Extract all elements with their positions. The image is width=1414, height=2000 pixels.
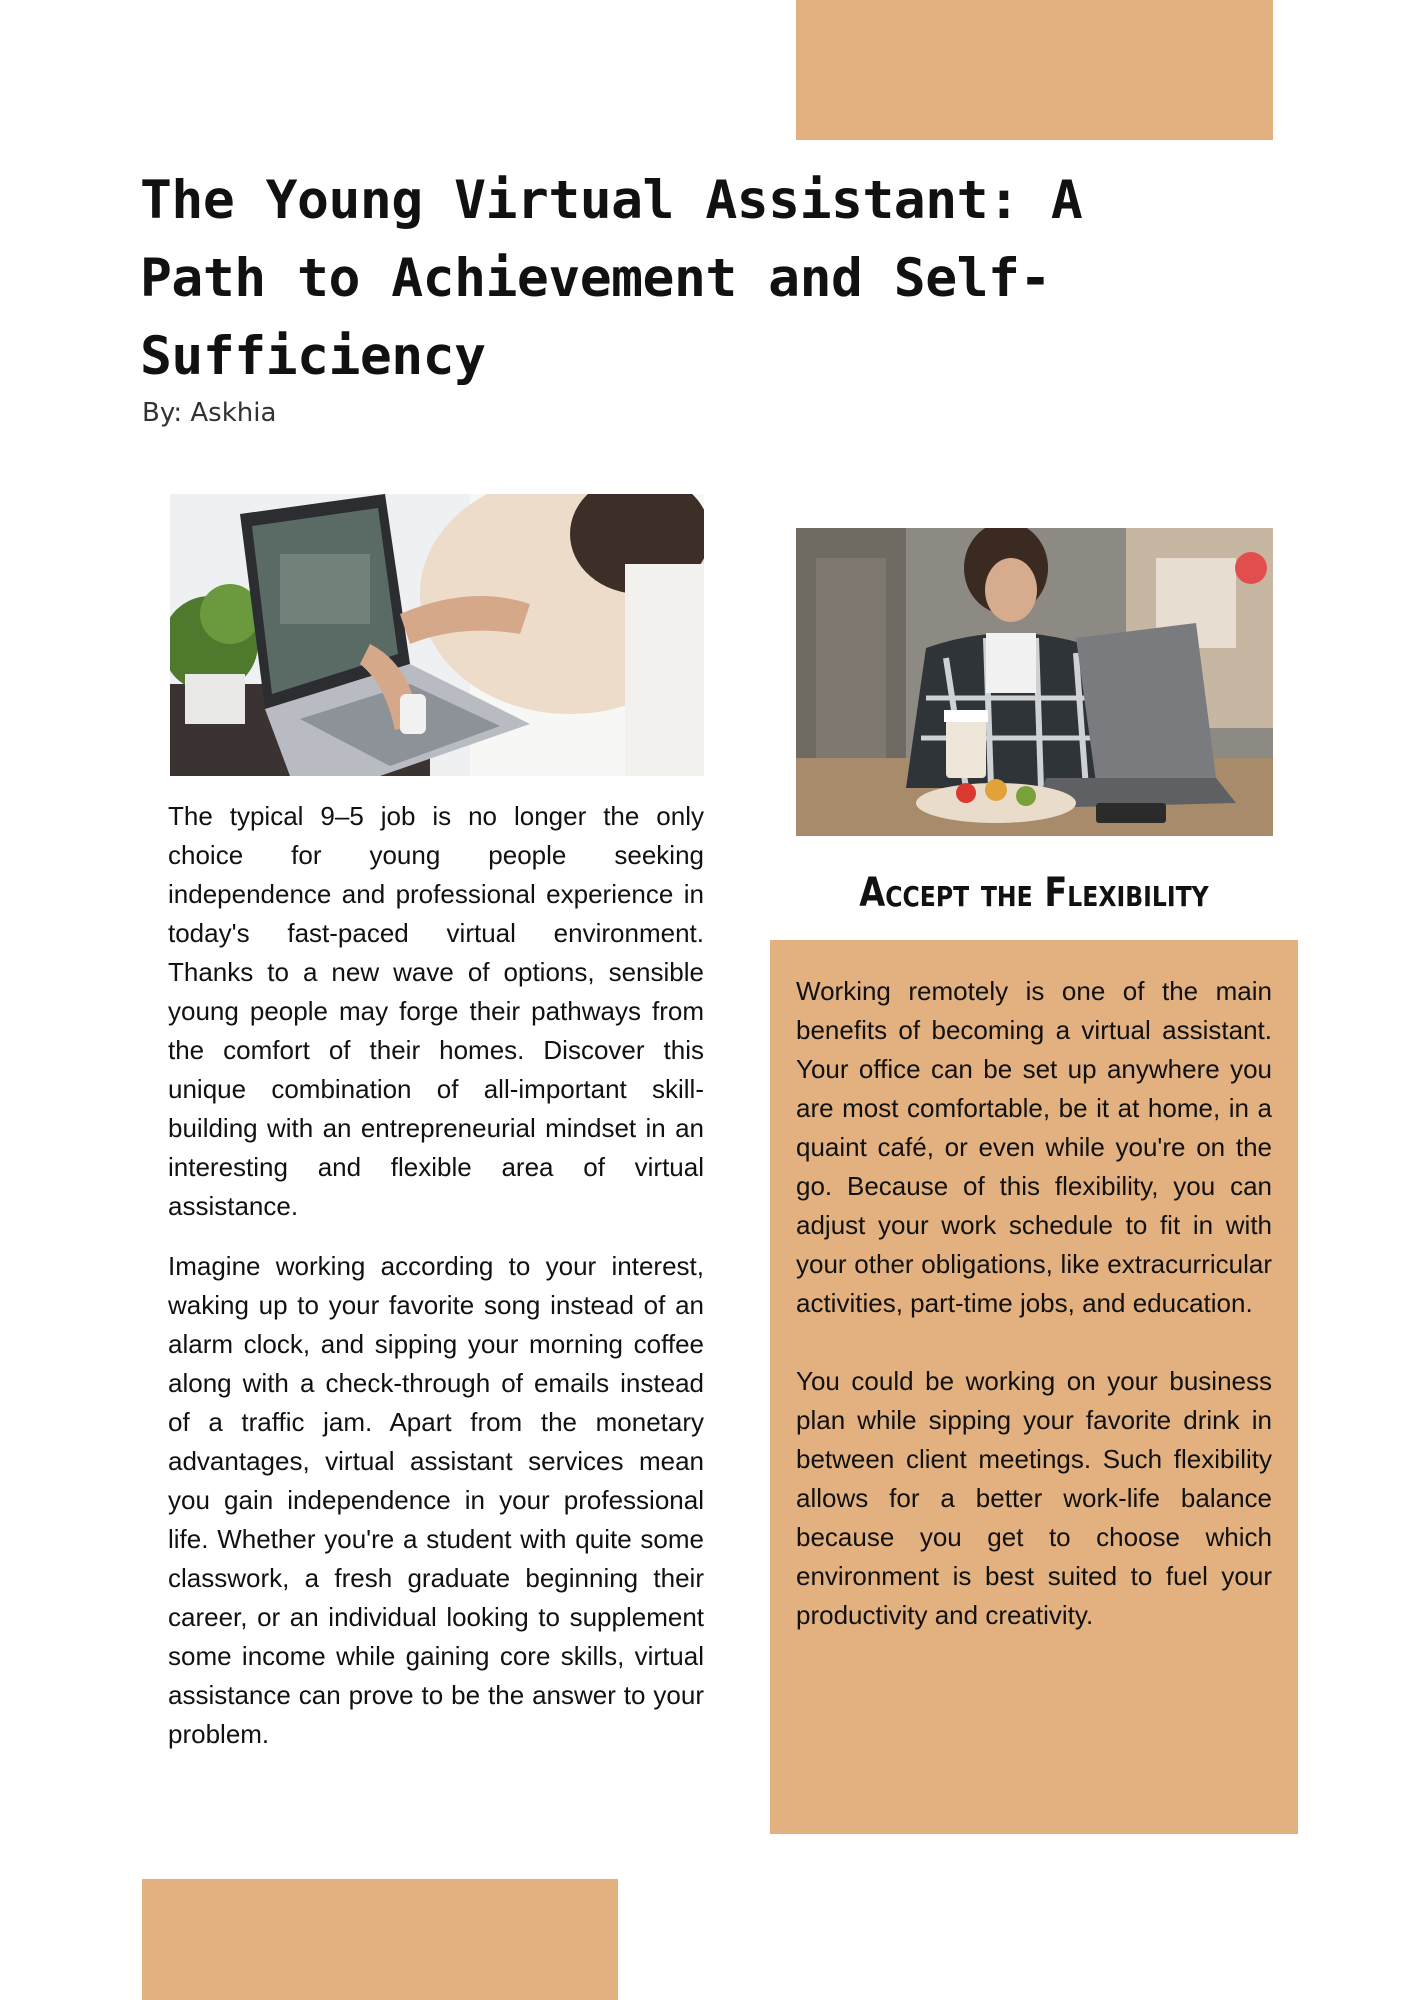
flexibility-sidebar: [770, 940, 1298, 1834]
business-plan-paragraph: You could be working on your business plan while sipping your favorite drink in between client meetings. Such flexibility allows for a better work-life balance because you get to choose which environment is best suited to fuel your productivity and creativity.: [796, 1366, 1272, 1630]
top-accent-block: [796, 0, 1273, 140]
imagine-paragraph: Imagine working according to your interest, waking up to your favorite song instead of an alarm clock, and sipping your morning coffee along with a check-through of emails instead of a traffic jam. Apart from the monetary advantages, virtual assistant services mean you gain independence in your professional life. Whether you're a student with quite some classwork, a fresh graduate beginning their career, or an individual looking to supplement some income while gaining core skills, virtual assistance can prove to be the answer to your problem.: [168, 1251, 704, 1749]
article-title: The Young Virtual Assistant: A Path to Achievement and Self-Sufficiency: [140, 170, 1083, 387]
section-heading: Accept the Flexibility: [859, 870, 1209, 916]
intro-paragraph: The typical 9–5 job is no longer the only choice for young people seeking independence and professional experience in today's fast-paced virtual environment. Thanks to a new wave of options, sensible young people may forge their pathways from the comfort of their homes. Discover this unique combination of all-important skill-building with an entrepreneurial mindset in an interesting and flexible area of virtual assistance.: [168, 801, 704, 1221]
remote-work-paragraph: Working remotely is one of the main benefits of becoming a virtual assistant. Your office can be set up anywhere you are most comfortable, be it at home, in a quaint café, or even while you're on the go. Because of this flexibility, you can adjust your work schedule to fit in with your other obligations, like extracurricular activities, part-time jobs, and education.: [796, 976, 1272, 1318]
laptop-typing-photo: [170, 494, 704, 776]
article-byline: By: Askhia: [142, 398, 277, 428]
bottom-accent-block: [142, 1879, 618, 2000]
left-column: [168, 797, 704, 1775]
cafe-laptop-photo: [796, 528, 1273, 836]
